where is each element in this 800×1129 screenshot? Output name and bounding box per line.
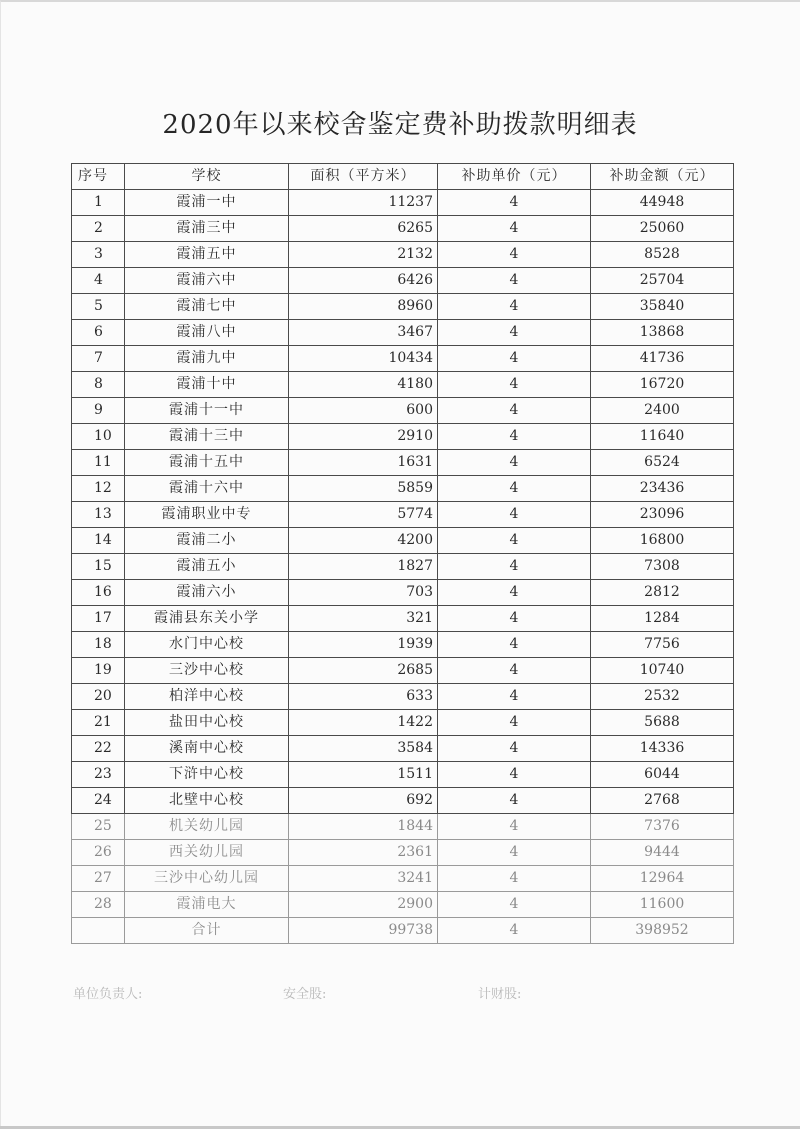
table-row — [72, 606, 734, 632]
cell-amount: 23436 — [591, 476, 734, 502]
header-amount: 补助金额（元） — [591, 164, 734, 190]
cell-no: 24 — [72, 788, 125, 814]
cell-amount: 8528 — [591, 242, 734, 268]
cell-price: 4 — [438, 814, 591, 840]
cell-amount: 35840 — [591, 294, 734, 320]
cell-price: 4 — [438, 372, 591, 398]
cell-price: 4 — [438, 424, 591, 450]
cell-amount: 14336 — [591, 736, 734, 762]
cell-school: 霞浦三中 — [125, 216, 289, 242]
cell-price: 4 — [438, 450, 591, 476]
cell-no: 2 — [72, 216, 125, 242]
cell-no: 21 — [72, 710, 125, 736]
cell-price: 4 — [438, 658, 591, 684]
footer-safety: 安全股: — [283, 987, 327, 1002]
table-row — [72, 476, 734, 502]
cell-price: 4 — [438, 684, 591, 710]
cell-no: 12 — [72, 476, 125, 502]
cell-amount: 16800 — [591, 528, 734, 554]
header-no: 序号 — [72, 164, 125, 190]
cell-area: 11237 — [289, 190, 438, 216]
cell-amount: 11600 — [591, 892, 734, 918]
cell-price: 4 — [438, 346, 591, 372]
cell-school: 机关幼儿园 — [125, 814, 289, 840]
table-row — [72, 710, 734, 736]
cell-school: 霞浦七中 — [125, 294, 289, 320]
table-row — [72, 762, 734, 788]
subsidy-table — [71, 163, 734, 944]
header-school: 学校 — [125, 164, 289, 190]
cell-no: 14 — [72, 528, 125, 554]
cell-amount: 7756 — [591, 632, 734, 658]
cell-price: 4 — [438, 476, 591, 502]
table-row — [72, 346, 734, 372]
cell-no: 13 — [72, 502, 125, 528]
cell-amount: 13868 — [591, 320, 734, 346]
cell-no: 16 — [72, 580, 125, 606]
total-cell-amount: 398952 — [591, 918, 734, 944]
cell-price: 4 — [438, 528, 591, 554]
cell-school: 北壁中心校 — [125, 788, 289, 814]
cell-school: 三沙中心幼儿园 — [125, 866, 289, 892]
cell-amount: 23096 — [591, 502, 734, 528]
table-row — [72, 814, 734, 840]
cell-no: 11 — [72, 450, 125, 476]
cell-price: 4 — [438, 736, 591, 762]
cell-area: 5859 — [289, 476, 438, 502]
cell-no: 18 — [72, 632, 125, 658]
cell-school: 霞浦十中 — [125, 372, 289, 398]
cell-no: 27 — [72, 866, 125, 892]
footer-finance: 计财股: — [478, 987, 522, 1002]
table-row — [72, 554, 734, 580]
table-header-row — [72, 164, 734, 190]
table-row — [72, 268, 734, 294]
cell-area: 3241 — [289, 866, 438, 892]
cell-school: 霞浦县东关小学 — [125, 606, 289, 632]
cell-area: 1422 — [289, 710, 438, 736]
cell-school: 盐田中心校 — [125, 710, 289, 736]
table-row — [72, 398, 734, 424]
cell-area: 4200 — [289, 528, 438, 554]
total-cell-school: 合计 — [125, 918, 289, 944]
cell-amount: 16720 — [591, 372, 734, 398]
cell-amount: 44948 — [591, 190, 734, 216]
cell-school: 霞浦六中 — [125, 268, 289, 294]
cell-price: 4 — [438, 294, 591, 320]
cell-amount: 41736 — [591, 346, 734, 372]
cell-school: 霞浦十一中 — [125, 398, 289, 424]
cell-school: 霞浦十三中 — [125, 424, 289, 450]
table-row — [72, 736, 734, 762]
cell-price: 4 — [438, 554, 591, 580]
cell-price: 4 — [438, 710, 591, 736]
cell-amount: 2768 — [591, 788, 734, 814]
table-row — [72, 372, 734, 398]
table-row — [72, 632, 734, 658]
table-row — [72, 502, 734, 528]
cell-no: 25 — [72, 814, 125, 840]
total-cell-area: 99738 — [289, 918, 438, 944]
cell-area: 2361 — [289, 840, 438, 866]
cell-school: 霞浦一中 — [125, 190, 289, 216]
cell-amount: 10740 — [591, 658, 734, 684]
cell-area: 3584 — [289, 736, 438, 762]
cell-area: 6265 — [289, 216, 438, 242]
cell-no: 22 — [72, 736, 125, 762]
table-row — [72, 866, 734, 892]
cell-amount: 25704 — [591, 268, 734, 294]
cell-area: 2685 — [289, 658, 438, 684]
cell-amount: 2812 — [591, 580, 734, 606]
cell-amount: 1284 — [591, 606, 734, 632]
total-row — [72, 918, 734, 944]
cell-price: 4 — [438, 502, 591, 528]
cell-amount: 7376 — [591, 814, 734, 840]
table-row — [72, 424, 734, 450]
cell-school: 霞浦五小 — [125, 554, 289, 580]
cell-school: 霞浦二小 — [125, 528, 289, 554]
cell-no: 28 — [72, 892, 125, 918]
table-row — [72, 658, 734, 684]
cell-no: 9 — [72, 398, 125, 424]
cell-no: 1 — [72, 190, 125, 216]
total-cell-price: 4 — [438, 918, 591, 944]
cell-area: 2900 — [289, 892, 438, 918]
cell-school: 霞浦十六中 — [125, 476, 289, 502]
cell-price: 4 — [438, 580, 591, 606]
cell-area: 1511 — [289, 762, 438, 788]
cell-price: 4 — [438, 216, 591, 242]
cell-school: 霞浦九中 — [125, 346, 289, 372]
cell-no: 4 — [72, 268, 125, 294]
table-row — [72, 190, 734, 216]
footer-unit-head: 单位负责人: — [73, 987, 143, 1002]
cell-no: 10 — [72, 424, 125, 450]
cell-amount: 12964 — [591, 866, 734, 892]
cell-area: 703 — [289, 580, 438, 606]
cell-school: 霞浦八中 — [125, 320, 289, 346]
cell-school: 霞浦十五中 — [125, 450, 289, 476]
cell-amount: 6044 — [591, 762, 734, 788]
cell-area: 633 — [289, 684, 438, 710]
cell-area: 4180 — [289, 372, 438, 398]
table-row — [72, 450, 734, 476]
cell-no: 8 — [72, 372, 125, 398]
cell-school: 霞浦五中 — [125, 242, 289, 268]
cell-amount: 6524 — [591, 450, 734, 476]
table-row — [72, 684, 734, 710]
cell-price: 4 — [438, 840, 591, 866]
table-row — [72, 528, 734, 554]
cell-amount: 2400 — [591, 398, 734, 424]
cell-area: 8960 — [289, 294, 438, 320]
cell-no: 23 — [72, 762, 125, 788]
header-price: 补助单价（元） — [438, 164, 591, 190]
cell-price: 4 — [438, 892, 591, 918]
cell-area: 1844 — [289, 814, 438, 840]
cell-price: 4 — [438, 632, 591, 658]
cell-area: 692 — [289, 788, 438, 814]
cell-school: 三沙中心校 — [125, 658, 289, 684]
cell-school: 霞浦职业中专 — [125, 502, 289, 528]
cell-area: 1827 — [289, 554, 438, 580]
table-row — [72, 840, 734, 866]
document-title: 2020年以来校舍鉴定费补助拨款明细表 — [162, 110, 638, 140]
table-row — [72, 580, 734, 606]
cell-area: 5774 — [289, 502, 438, 528]
cell-amount: 25060 — [591, 216, 734, 242]
cell-no: 26 — [72, 840, 125, 866]
cell-area: 2132 — [289, 242, 438, 268]
cell-area: 321 — [289, 606, 438, 632]
cell-area: 1631 — [289, 450, 438, 476]
cell-school: 下浒中心校 — [125, 762, 289, 788]
table-body — [72, 190, 734, 944]
cell-no: 7 — [72, 346, 125, 372]
cell-school: 霞浦六小 — [125, 580, 289, 606]
cell-price: 4 — [438, 320, 591, 346]
cell-school: 霞浦电大 — [125, 892, 289, 918]
cell-price: 4 — [438, 866, 591, 892]
cell-school: 西关幼儿园 — [125, 840, 289, 866]
table-row — [72, 320, 734, 346]
cell-no: 17 — [72, 606, 125, 632]
cell-no: 19 — [72, 658, 125, 684]
table-row — [72, 788, 734, 814]
header-area: 面积（平方米） — [289, 164, 438, 190]
cell-school: 溪南中心校 — [125, 736, 289, 762]
cell-area: 10434 — [289, 346, 438, 372]
cell-no: 5 — [72, 294, 125, 320]
cell-area: 6426 — [289, 268, 438, 294]
cell-area: 3467 — [289, 320, 438, 346]
cell-no: 6 — [72, 320, 125, 346]
total-cell-no — [72, 918, 125, 944]
cell-area: 600 — [289, 398, 438, 424]
cell-no: 3 — [72, 242, 125, 268]
cell-price: 4 — [438, 398, 591, 424]
cell-school: 水门中心校 — [125, 632, 289, 658]
cell-area: 1939 — [289, 632, 438, 658]
cell-price: 4 — [438, 242, 591, 268]
cell-school: 柏洋中心校 — [125, 684, 289, 710]
table-row — [72, 892, 734, 918]
cell-amount: 7308 — [591, 554, 734, 580]
table-row — [72, 216, 734, 242]
cell-price: 4 — [438, 190, 591, 216]
cell-no: 20 — [72, 684, 125, 710]
cell-price: 4 — [438, 762, 591, 788]
cell-amount: 2532 — [591, 684, 734, 710]
cell-area: 2910 — [289, 424, 438, 450]
cell-price: 4 — [438, 268, 591, 294]
cell-no: 15 — [72, 554, 125, 580]
cell-price: 4 — [438, 788, 591, 814]
cell-price: 4 — [438, 606, 591, 632]
table-row — [72, 294, 734, 320]
cell-amount: 9444 — [591, 840, 734, 866]
cell-amount: 5688 — [591, 710, 734, 736]
cell-amount: 11640 — [591, 424, 734, 450]
table-row — [72, 242, 734, 268]
